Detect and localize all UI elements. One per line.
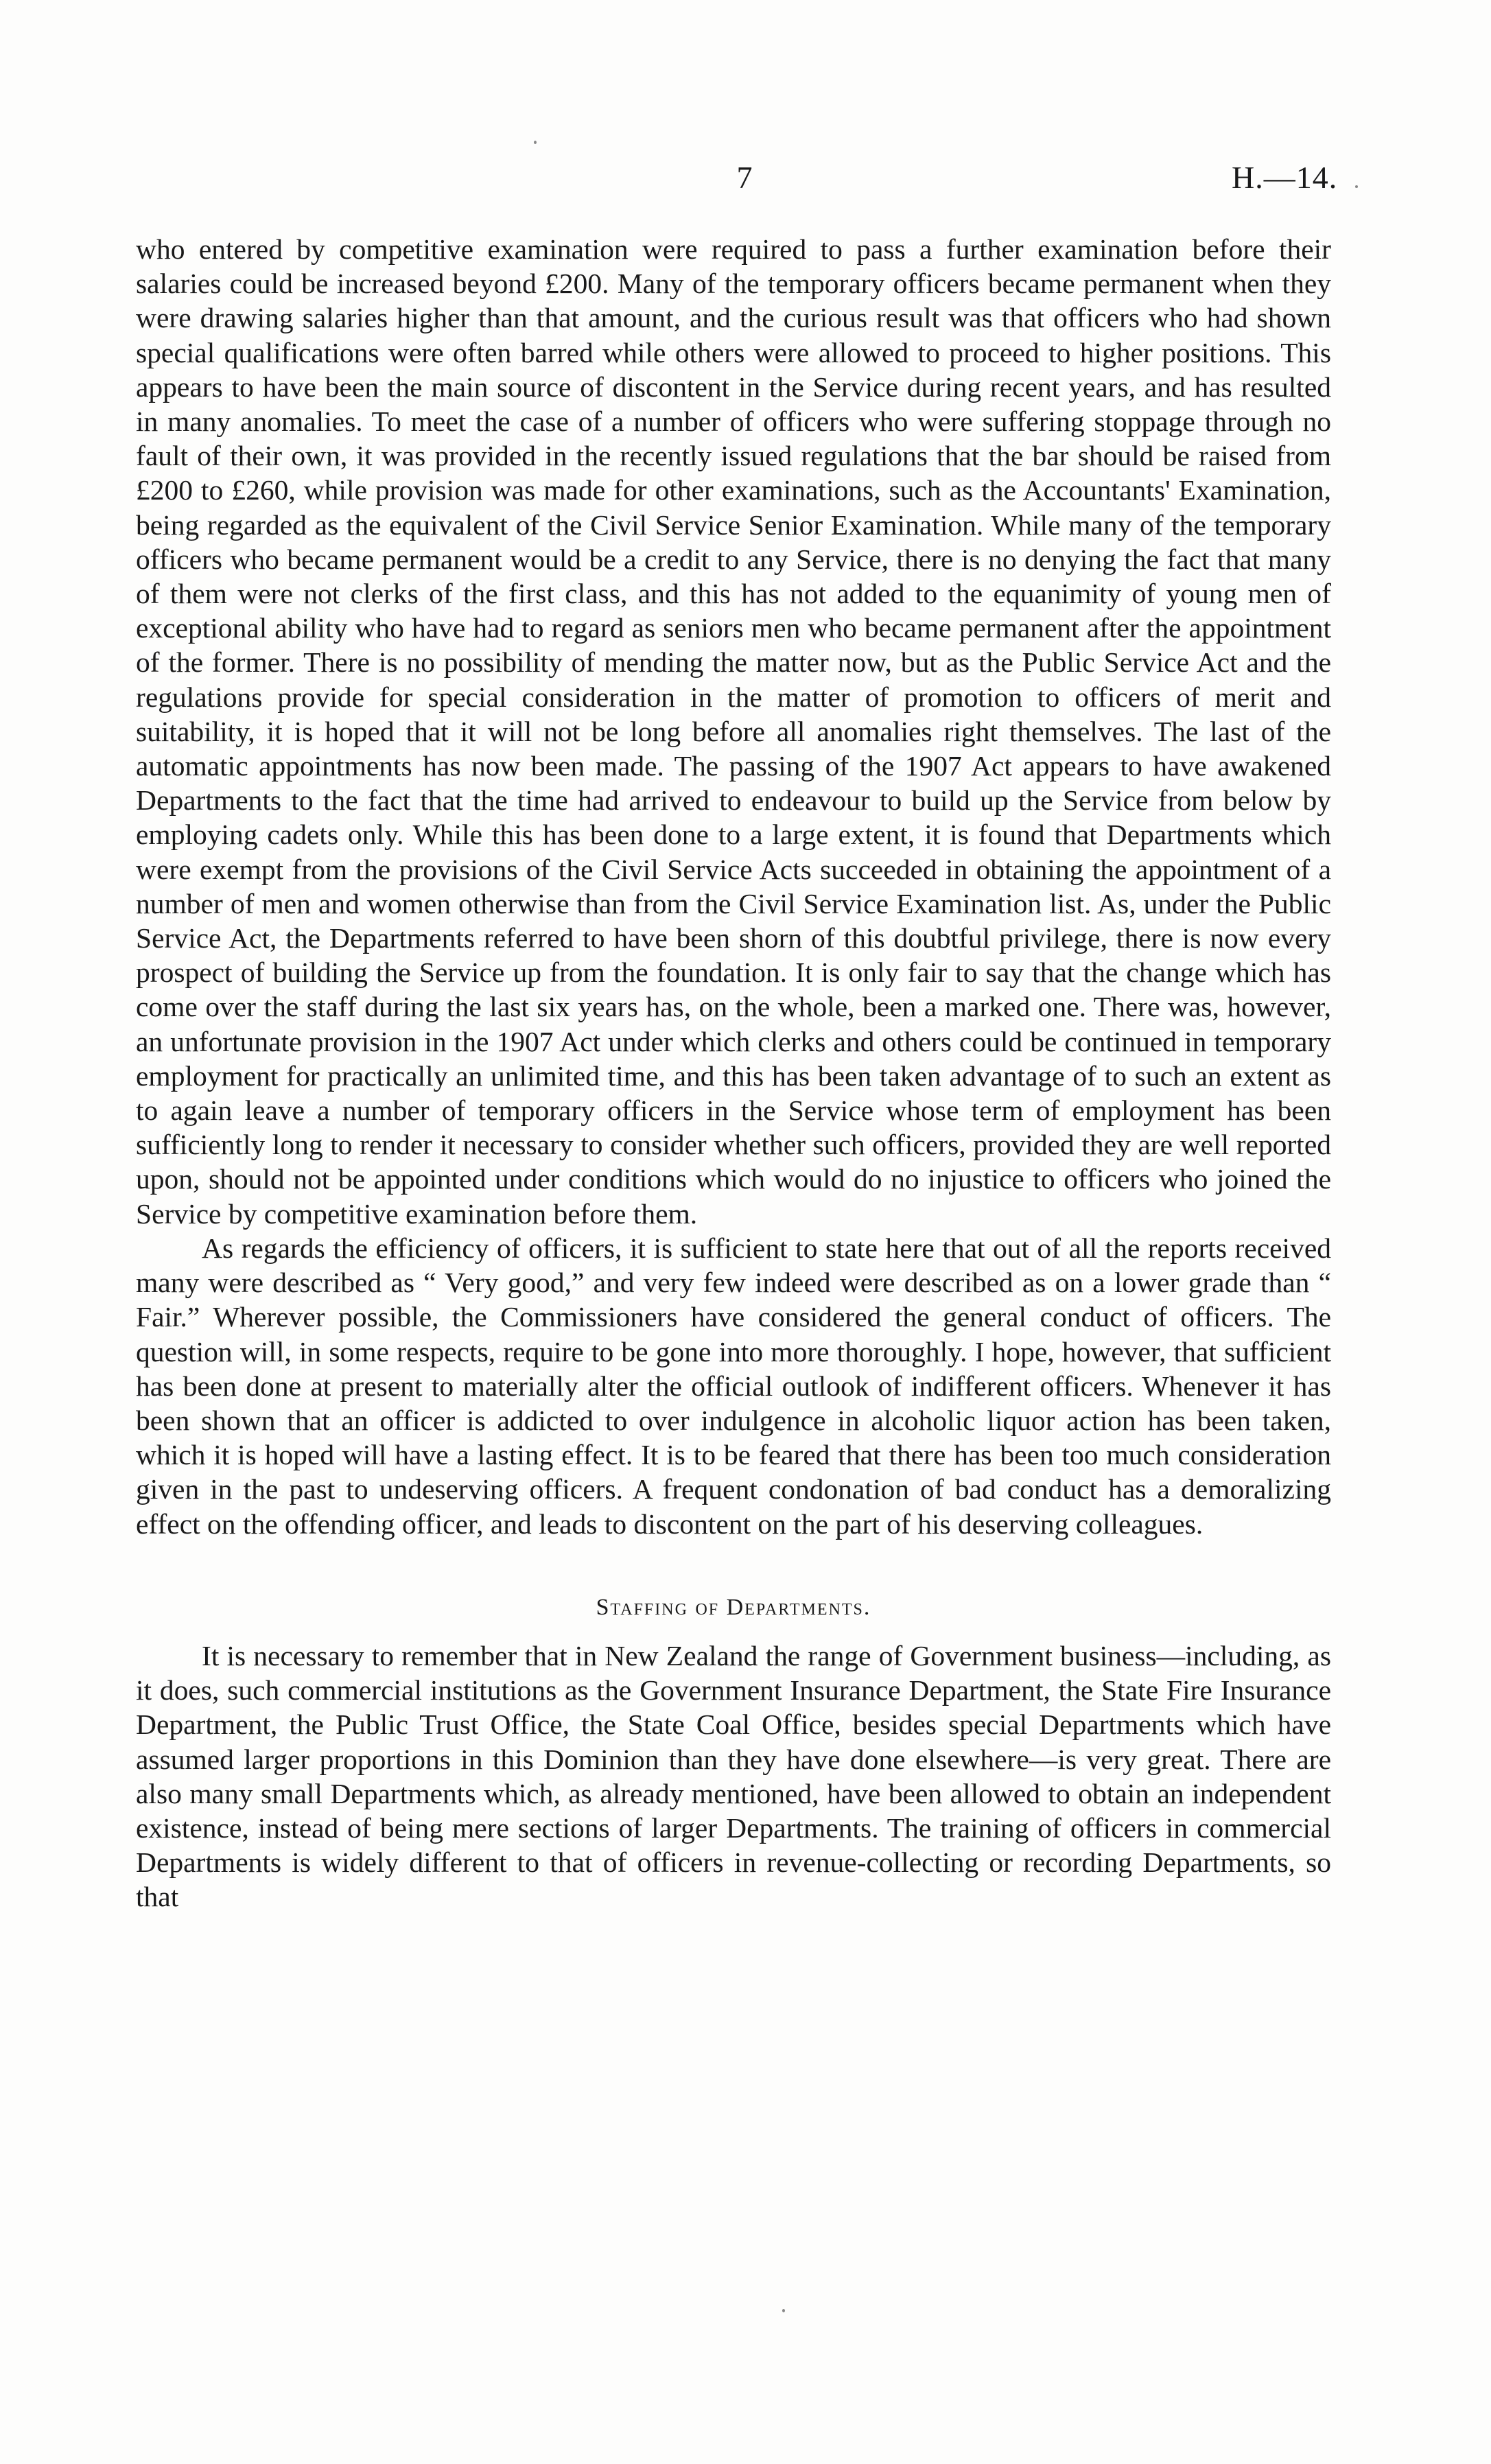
page-reference: H.—14. xyxy=(1232,160,1338,195)
scan-speck xyxy=(782,2309,785,2312)
scan-speck xyxy=(534,141,537,144)
paragraph-staffing: It is necessary to remember that in New Zealand the range of Government business—including, as it does, such commercial institutions as the Government Insurance Department, the State Fire Insurance Department, the Public Trust Office, the State Coal Office, besides special Departments which have assumed larger proportions in this Dominion than they have done elsewhere—is very great. There are also many small Departments which, as already mentioned, have been allowed to obtain an independent existence, instead of being mere sections of larger Departments. The training of officers in commercial Departments is widely different to that of officers in revenue-collecting or recording Departments, so that xyxy=(136,1639,1331,1913)
page-number: 7 xyxy=(736,160,753,195)
paragraph-continued: who entered by competitive examination were required to pass a further examination before their salaries could be increased beyond £200. Many of the temporary officers became permanent when they were drawing salaries higher than that amount, and the curious result was that officers who had shown special qualifications were often barred while others were allowed to proceed to higher positions. This appears to have been the main source of discontent in the Service during recent years, and has resulted in many anomalies. To meet the case of a number of officers who were suffering stoppage through no fault of their own, it was provided in the recently issued regulations that the bar should be raised from £200 to £260, while provision was made for other examinations, such as the Accountants' Examination, being regarded as the equivalent of the Civil Service Senior Examination. While many of the temporary officers who became permanent would be a credit to any Service, there is no denying the fact that many of them were not clerks of the first class, and this has not added to the equanimity of young men of exceptional ability who have had to regard as seniors men who became permanent after the appointment of the former. There is no possibility of mending the matter now, but as the Public Service Act and the regulations provide for special consideration in the matter of promotion to officers of merit and suitability, it is hoped that it will not be long before all anomalies right themselves. The last of the automatic appointments has now been made. The passing of the 1907 Act appears to have awakened Departments to the fact that the time had arrived to endeavour to build up the Service from below by employing cadets only. While this has been done to a large extent, it is found that Departments which were exempt from the provisions of the Civil Service Acts succeeded in obtaining the appointment of a number of men and women otherwise than from the Civil Service Examination list. As, under the Public Service Act, the Departments referred to have been shorn of this doubtful privilege, there is now every prospect of building the Service up from the foundation. It is only fair to say that the change which has come over the staff during the last six years has, on the whole, been a marked one. There was, however, an unfortunate provision in the 1907 Act under which clerks and others could be continued in temporary employment for practically an unlimited time, and this has been taken advantage of to such an extent as to again leave a number of temporary officers in the Service whose term of employment has been sufficiently long to render it necessary to consider whether such officers, provided they are well reported upon, should not be appointed under conditions which would do no injustice to officers who joined the Service by competitive examination before them. xyxy=(136,233,1331,1230)
paragraph-efficiency: As regards the efficiency of officers, it is sufficient to state here that out of all the reports received many were described as “ Very good,” and very few indeed were described as on a lower grade than “ Fair.” Wherever possible, the Commissioners have considered the general conduct of officers. The question will, in some respects, require to be gone into more thoroughly. I hope, however, that sufficient has been done at present to materially alter the official outlook of indifferent officers. Whenever it has been shown that an officer is addicted to over indulgence in alcoholic liquor action has been taken, which it is hoped will have a lasting effect. It is to be feared that there has been too much consideration given in the past to undeserving officers. A frequent condonation of bad conduct has a demoralizing effect on the offending officer, and leads to discontent on the part of his deserving colleagues. xyxy=(136,1232,1331,1540)
body-text xyxy=(136,232,1331,1914)
section-heading: Staffing of Departments. xyxy=(596,1594,871,1620)
scan-speck xyxy=(1355,185,1358,188)
